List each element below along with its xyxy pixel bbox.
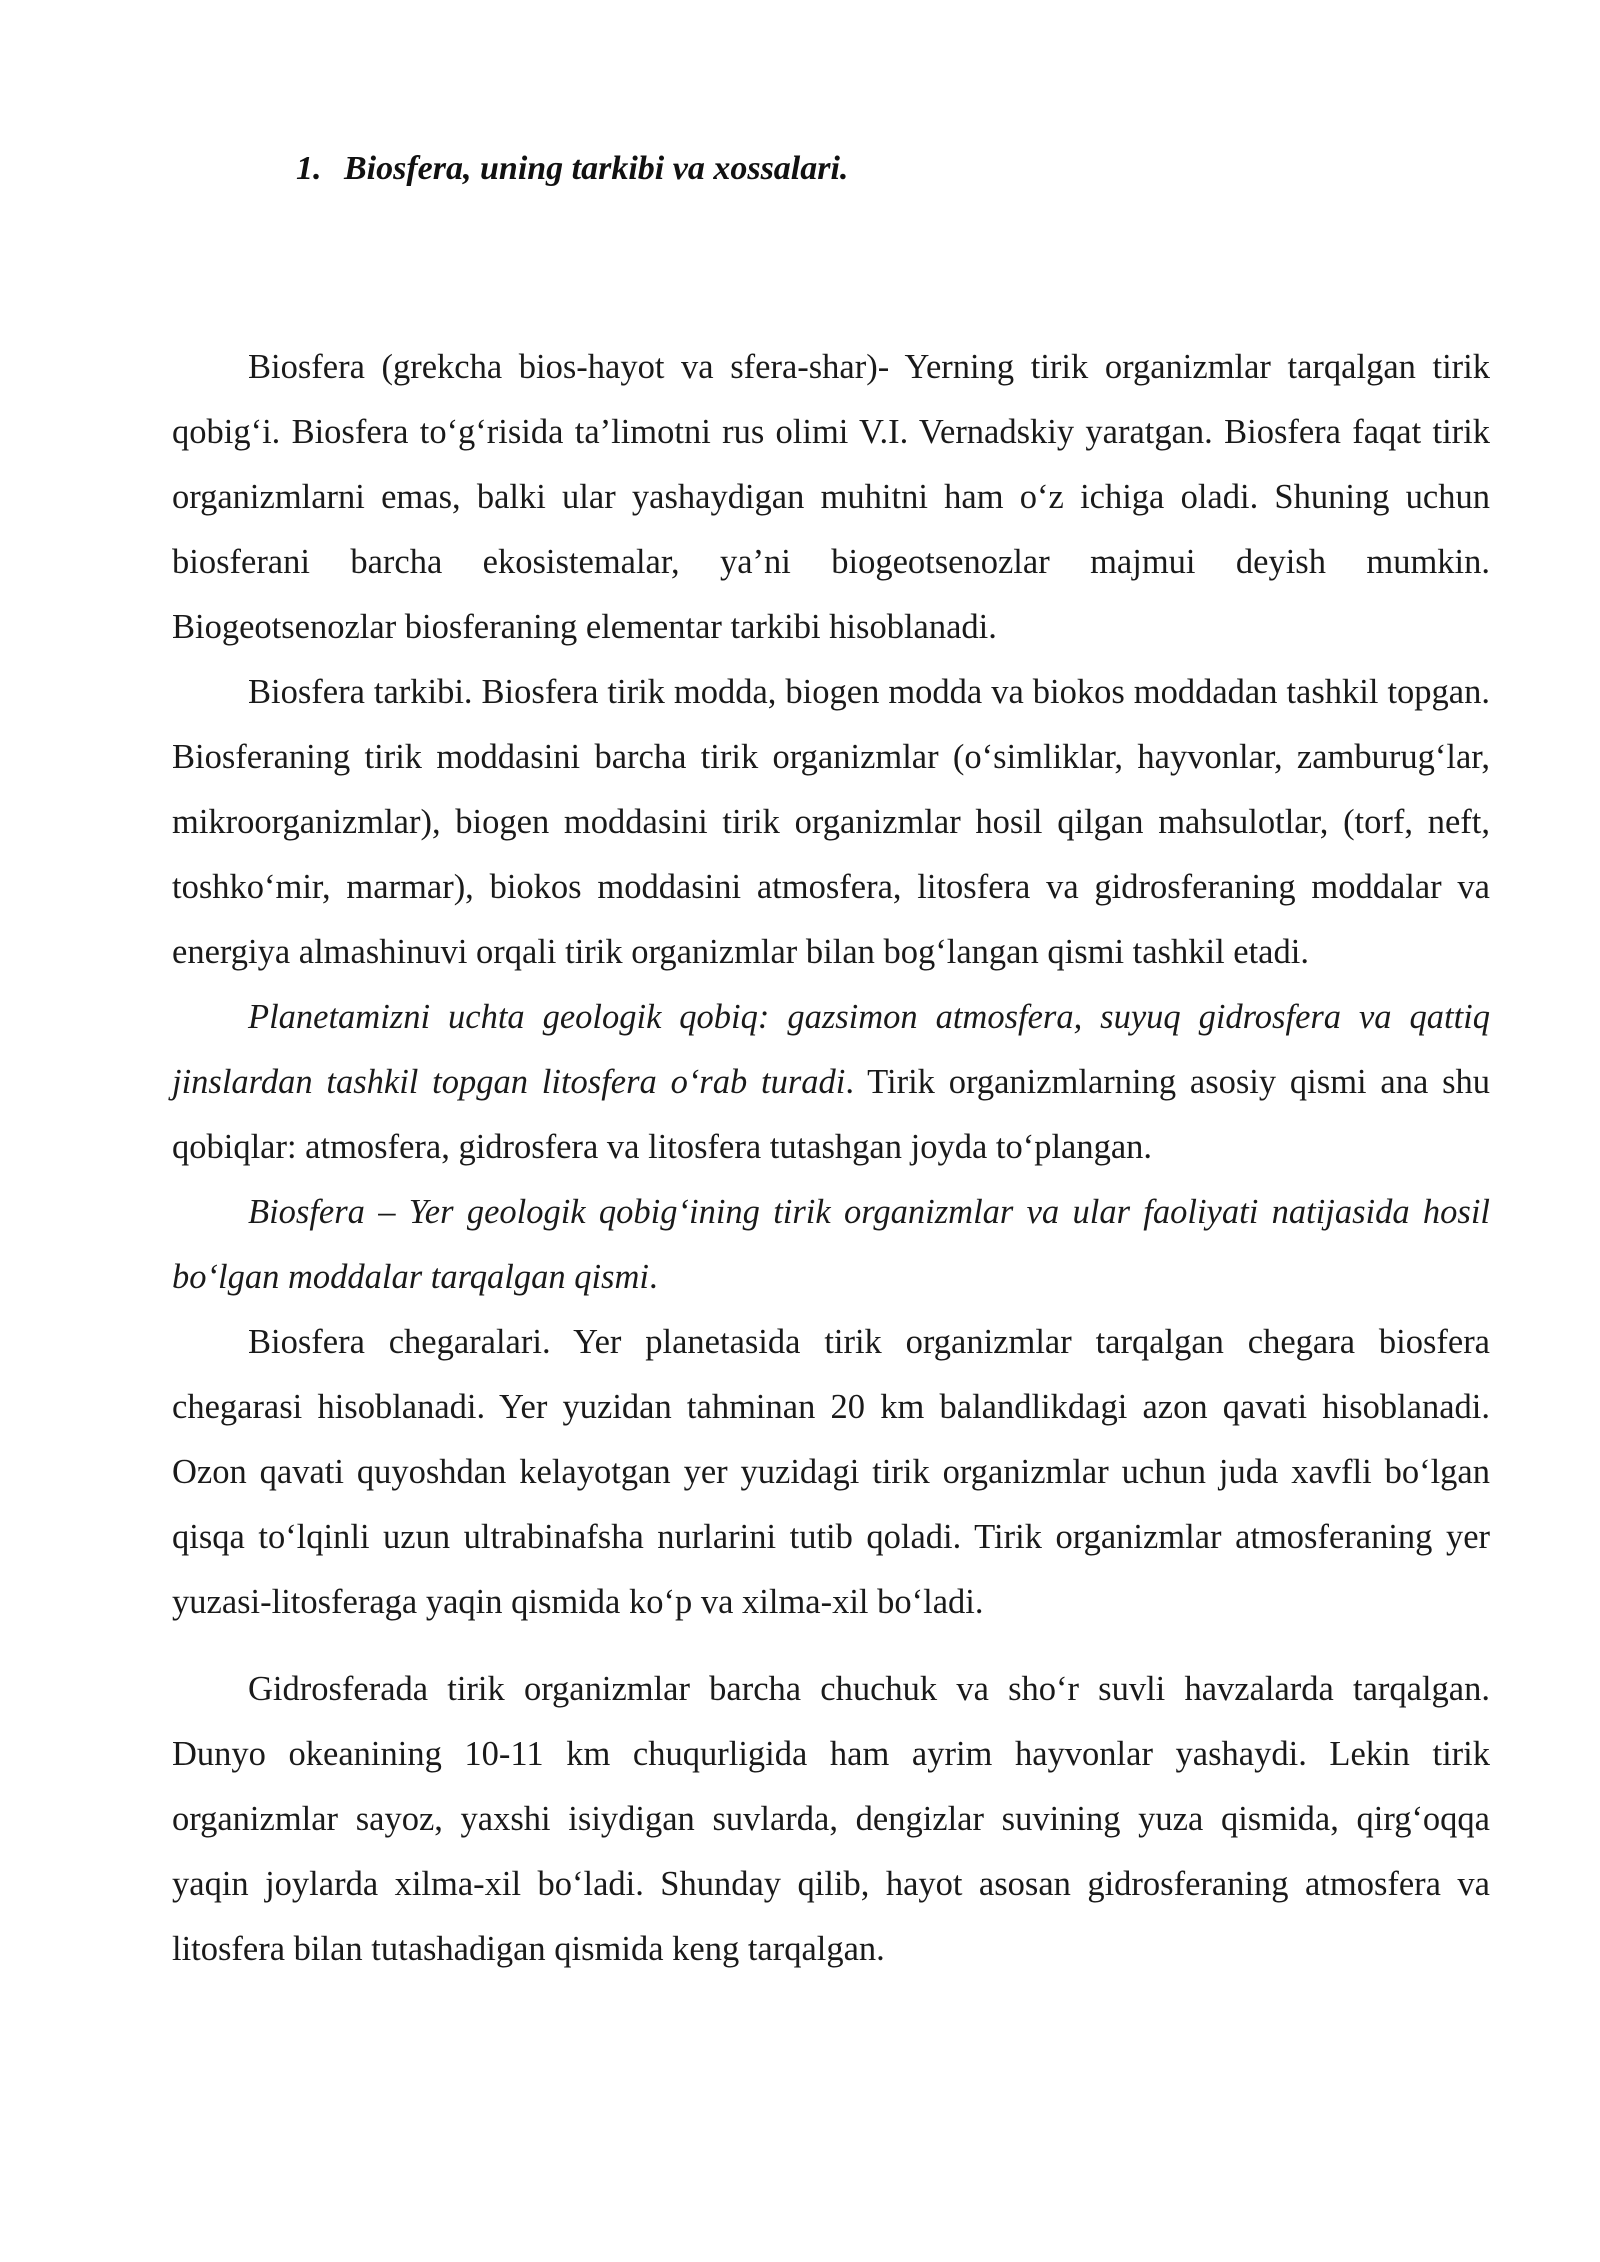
paragraph-biosfera-definition: Biosfera (grekcha bios-hayot va sfera-shar)- Yerning tirik organizmlar tarqalgan tirik qobig‘i. Biosfera to‘g‘risida ta’limotni rus olimi V.I. Vernadskiy yaratgan. Biosfera faqat tirik organizmlarni emas, balki ular yashaydigan muhitni ham o‘z ichiga oladi. Shuning uchun biosferani barcha ekosistemalar, ya’ni biogeotsenozlar majmui deyish mumkin. Biogeotsenozlar biosferaning elementar tarkibi hisoblanadi. (172, 348, 1490, 646)
paragraph-biosfera-italic-definition (172, 1180, 1490, 1310)
geologic-shells-rest: . Tirik organizmlarning asosiy qismi ana shu qobiqlar: atmosfera, gidrosfera va litosfera tutashgan joyda to‘plangan. (172, 1063, 1490, 1166)
section-heading (296, 150, 848, 188)
paragraph-geologic-shells (172, 985, 1490, 1180)
body-text (172, 335, 1490, 1982)
section-number: 1. (296, 150, 322, 187)
paragraph-biosfera-boundaries: Biosfera chegaralari. Yer planetasida tirik organizmlar tarqalgan chegara biosfera chegarasi hisoblanadi. Yer yuzidan tahminan 20 km balandlikdagi azon qavati hisoblanadi. Ozon qavati quyoshdan kelayotgan yer yuzidagi tirik organizmlar uchun juda xavfli bo‘lgan qisqa to‘lqinli uzun ultrabinafsha nurlarini tutib qoladi. Tirik organizmlar atmosferaning yer yuzasi-litosferaga yaqin qismida ko‘p va xilma-xil bo‘ladi. (172, 1323, 1490, 1621)
paragraph-hydrosphere: Gidrosferada tirik organizmlar barcha chuchuk va sho‘r suvli havzalarda tarqalgan. Dunyo okeanining 10-11 km chuqurligida ham ayrim hayvonlar yashaydi. Lekin tirik organizmlar sayoz, yaxshi isiydigan suvlarda, dengizlar suvining yuza qismida, qirg‘oqqa yaqin joylarda xilma-xil bo‘ladi. Shunday qilib, hayot asosan gidrosferaning atmosfera va litosfera bilan tutashadigan qismida keng tarqalgan. (172, 1670, 1490, 1968)
biosfera-definition-rest: . (648, 1258, 658, 1296)
section-title: Biosfera, uning tarkibi va xossalari. (344, 150, 849, 187)
biosfera-definition-emphasis: Biosfera – Yer geologik qobig‘ining tirik organizmlar va ular faoliyati natijasida hosil bo‘lgan moddalar tarqalgan qismi (172, 1193, 1490, 1296)
geologic-shells-emphasis: Planetamizni uchta geologik qobiq: gazsimon atmosfera, suyuq gidrosfera va qattiq jinslardan tashkil topgan litosfera o‘rab turadi (172, 998, 1490, 1101)
paragraph-biosfera-composition: Biosfera tarkibi. Biosfera tirik modda, biogen modda va biokos moddadan tashkil topgan. Biosferaning tirik moddasini barcha tirik organizmlar (o‘simliklar, hayvonlar, zamburug‘lar, mikroorganizmlar), biogen moddasini tirik organizmlar hosil qilgan mahsulotlar, (torf, neft, toshko‘mir, marmar), biokos moddasini atmosfera, litosfera va gidrosferaning moddalar va energiya almashinuvi orqali tirik organizmlar bilan bog‘langan qismi tashkil etadi. (172, 673, 1490, 971)
